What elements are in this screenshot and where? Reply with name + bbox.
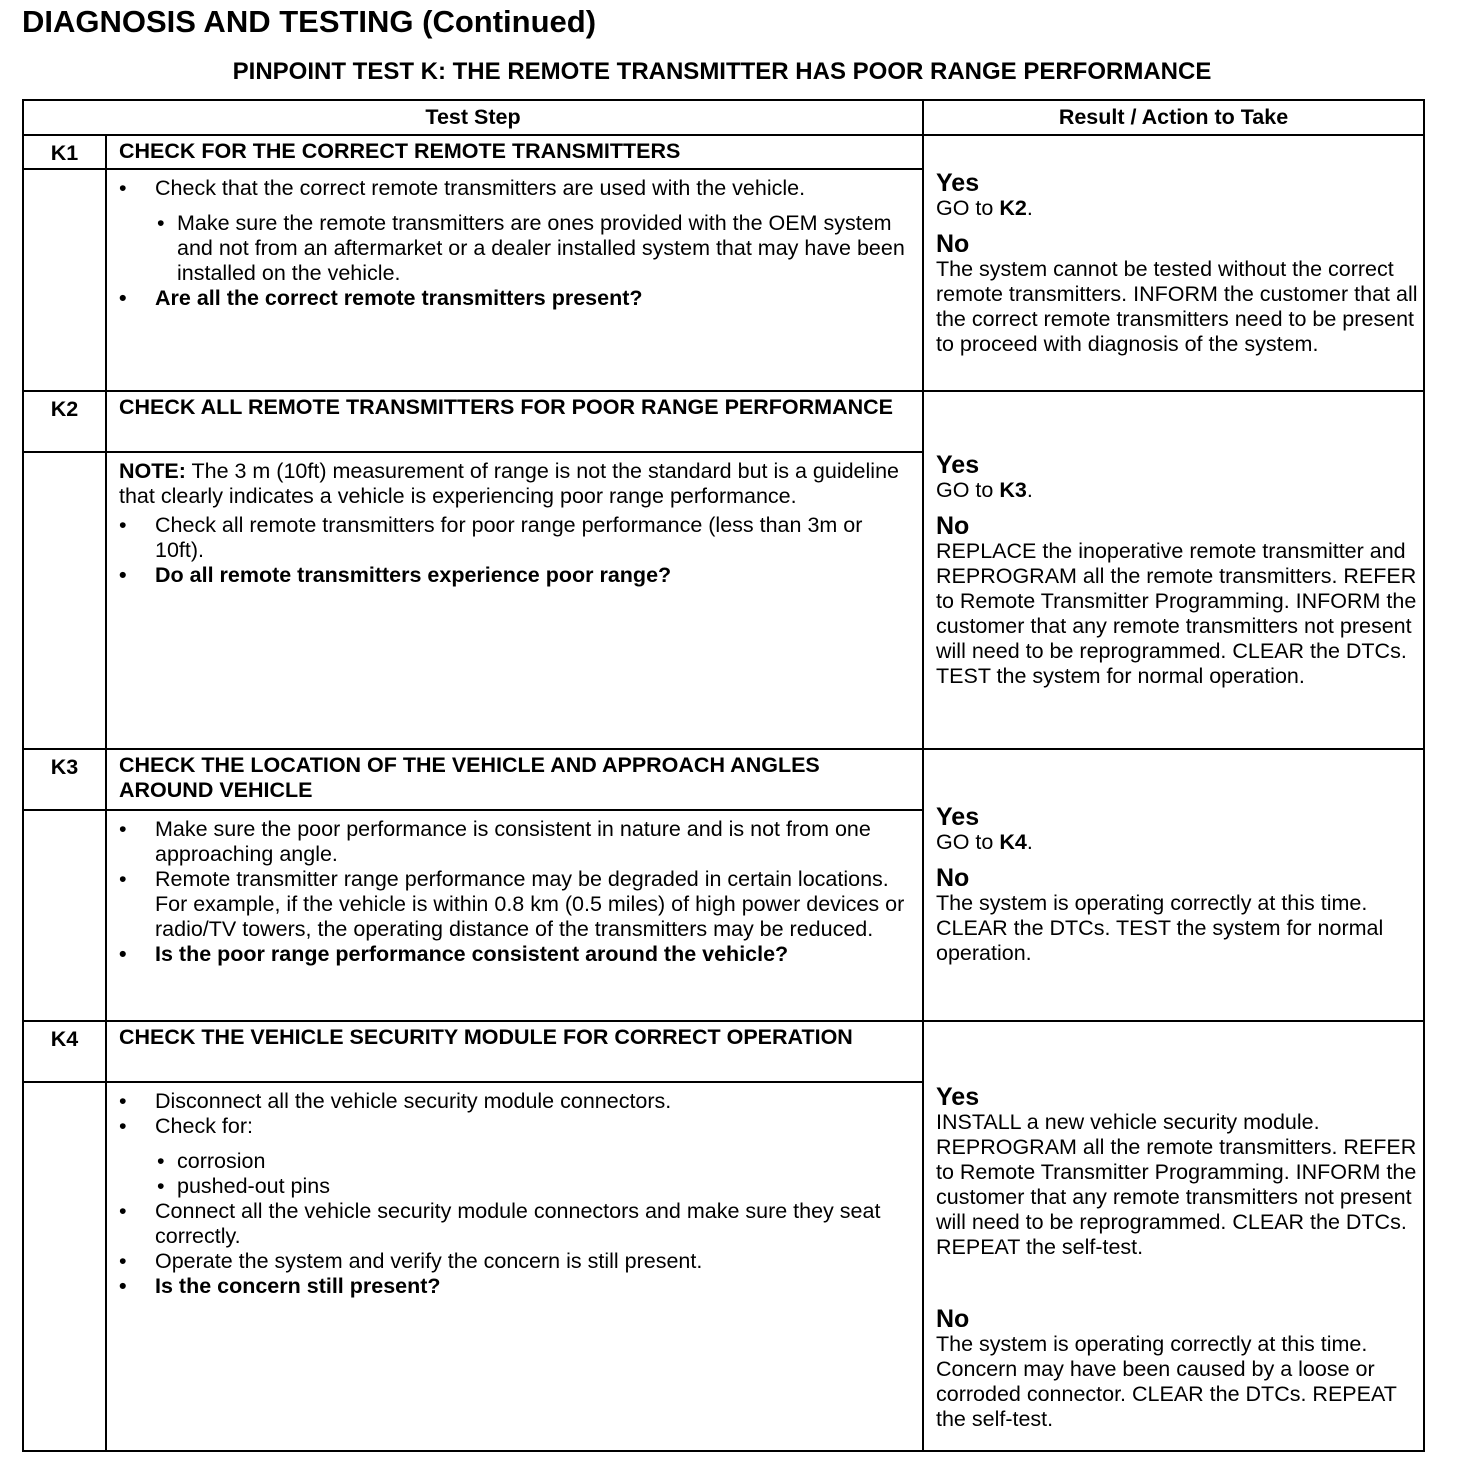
- no-action-k3: The system is operating correctly at this time. CLEAR the DTCs. TEST the system for normal operation.: [936, 891, 1384, 965]
- step-bullet: • Check for:: [119, 1114, 914, 1139]
- no-label: No: [936, 511, 970, 540]
- step-sub-bullet: • corrosion: [119, 1149, 914, 1174]
- step-bullet: • Check that the correct remote transmitters are used with the vehicle.: [119, 176, 914, 201]
- step-body-k2: [106, 452, 923, 749]
- step-heading-k3: CHECK THE LOCATION OF THE VEHICLE AND APPROACH ANGLES AROUND VEHICLE: [106, 749, 923, 810]
- step-question-k1: • Are all the correct remote transmitters present?: [119, 286, 914, 311]
- step-heading-k2: CHECK ALL REMOTE TRANSMITTERS FOR POOR RANGE PERFORMANCE: [106, 391, 923, 452]
- no-label: No: [936, 1305, 970, 1333]
- result-k2: [923, 391, 1424, 749]
- yes-label: Yes: [936, 1083, 980, 1111]
- step-body-k1: [106, 169, 923, 391]
- yes-action-k2: GO to K3.: [936, 477, 1033, 502]
- step-bullet: • Connect all the vehicle security module connectors and make sure they seat correctly.: [119, 1199, 914, 1249]
- step-note-k2: NOTE: The 3 m (10ft) measurement of range is not the standard but is a guideline that clearly indicates a vehicle is experiencing poor range performance.: [119, 459, 899, 508]
- no-action-k1: The system cannot be tested without the correct remote transmitters. INFORM the customer that all the correct remote transmitters need to be present to proceed with diagnosis of the system.: [936, 256, 1418, 356]
- step-id-spacer: [23, 452, 106, 749]
- step-question-k3: • Is the poor range performance consistent around the vehicle?: [119, 942, 914, 967]
- header-test-step: Test Step: [23, 100, 923, 135]
- yes-label: Yes: [936, 168, 980, 197]
- no-label: No: [936, 864, 970, 892]
- step-bullet: • Make sure the poor performance is consistent in nature and is not from one approaching angle.: [119, 817, 914, 867]
- step-id-spacer: [23, 810, 106, 1021]
- step-body-k3: [106, 810, 923, 1021]
- page-title: DIAGNOSIS AND TESTING (Continued): [22, 4, 597, 39]
- yes-action-k3: GO to K4.: [936, 830, 1033, 854]
- step-heading-k1: CHECK FOR THE CORRECT REMOTE TRANSMITTERS: [106, 135, 923, 169]
- yes-label: Yes: [936, 803, 980, 831]
- step-question-k2: • Do all remote transmitters experience poor range?: [119, 563, 914, 588]
- yes-action-k4: INSTALL a new vehicle security module. REPROGRAM all the remote transmitters. REFER to Remote Transmitter Programming. INFORM the customer that any remote transmitters not present will need to be reprogrammed. CLEAR the DTCs. REPEAT the self-test.: [936, 1110, 1417, 1259]
- header-result: Result / Action to Take: [923, 100, 1424, 135]
- table-title: PINPOINT TEST K: THE REMOTE TRANSMITTER HAS POOR RANGE PERFORMANCE: [232, 58, 1212, 85]
- yes-action-k1: GO to K2.: [936, 195, 1033, 220]
- no-label: No: [936, 229, 970, 258]
- result-k3: [923, 749, 1424, 1021]
- result-k4: [923, 1021, 1424, 1451]
- result-k1: [923, 135, 1424, 391]
- step-sub-bullet: • pushed-out pins: [119, 1174, 914, 1199]
- yes-label: Yes: [936, 450, 980, 479]
- step-question-k4: • Is the concern still present?: [119, 1274, 914, 1299]
- step-bullet: • Disconnect all the vehicle security module connectors.: [119, 1089, 914, 1114]
- no-action-k4: The system is operating correctly at this time. Concern may have been caused by a loose or corroded connector. CLEAR the DTCs. REPEAT the self-test.: [936, 1332, 1397, 1431]
- pinpoint-test-table: [22, 99, 1425, 1452]
- goto-target-k3: K3: [999, 477, 1027, 502]
- step-bullet: • Remote transmitter range performance may be degraded in certain locations. For example, if the vehicle is within 0.8 km (0.5 miles) of high power devices or radio/TV towers, the operating distance of the transmitters may be reduced.: [119, 867, 914, 942]
- step-body-k4: [106, 1082, 923, 1451]
- step-id-k3: K3: [23, 749, 106, 810]
- step-id-k1: K1: [23, 135, 106, 169]
- step-bullet: • Check all remote transmitters for poor range performance (less than 3m or 10ft).: [119, 513, 914, 563]
- goto-target-k2: K2: [999, 195, 1027, 220]
- step-id-k4: K4: [23, 1021, 106, 1082]
- step-bullet: • Operate the system and verify the concern is still present.: [119, 1249, 914, 1274]
- goto-target-k4: K4: [999, 830, 1027, 854]
- no-action-k2: REPLACE the inoperative remote transmitter and REPROGRAM all the remote transmitters. REFER to Remote Transmitter Programming. INFORM the customer that any remote transmitters not present will need to be reprogrammed. CLEAR the DTCs. TEST the system for normal operation.: [936, 538, 1417, 688]
- step-id-k2: K2: [23, 391, 106, 452]
- step-id-spacer: [23, 1082, 106, 1451]
- step-id-spacer: [23, 169, 106, 391]
- step-sub-bullet: • Make sure the remote transmitters are ones provided with the OEM system and not from an aftermarket or a dealer installed system that may have been installed on the vehicle.: [119, 211, 914, 286]
- step-heading-k4: CHECK THE VEHICLE SECURITY MODULE FOR CORRECT OPERATION: [106, 1021, 923, 1082]
